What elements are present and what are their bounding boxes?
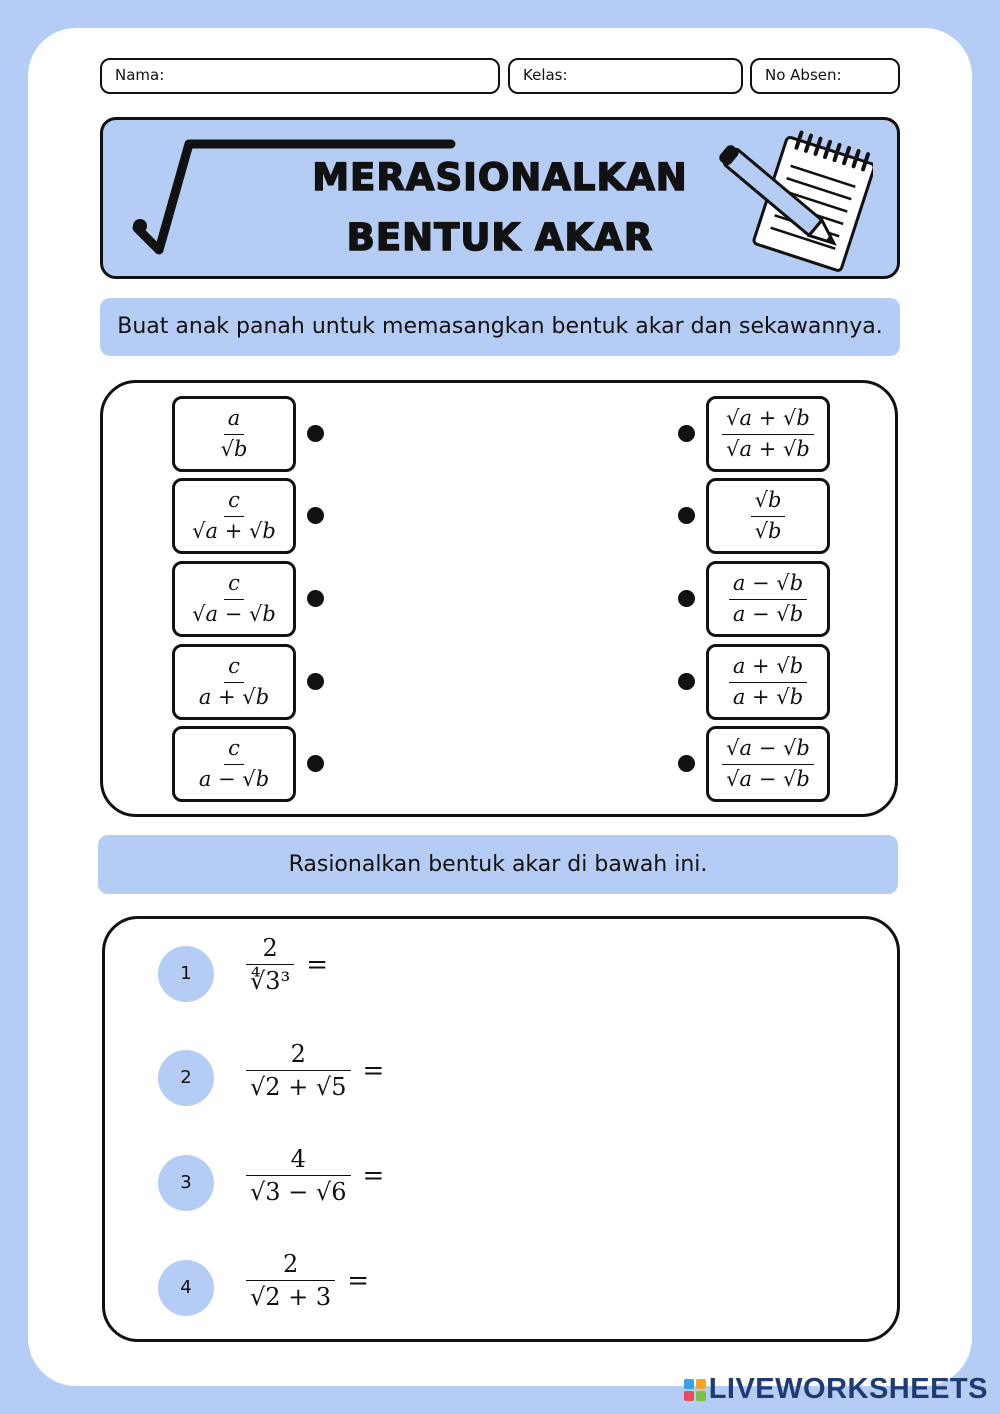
fraction-numerator: √a − √b bbox=[722, 737, 814, 764]
absen-field[interactable] bbox=[750, 58, 900, 94]
fraction-numerator: a − √b bbox=[729, 572, 807, 599]
question-denominator: √2 + √5 bbox=[250, 1073, 347, 1102]
fraction-denominator: a + √b bbox=[198, 684, 270, 709]
fraction-numerator: a bbox=[224, 407, 245, 434]
left-connector-dot-5[interactable] bbox=[307, 755, 324, 772]
left-card-2[interactable] bbox=[172, 478, 296, 554]
fraction-denominator: a − √b bbox=[732, 601, 804, 626]
right-connector-dot-4[interactable] bbox=[678, 673, 695, 690]
liveworksheets-brand: LIVEWORKSHEETS bbox=[708, 1373, 988, 1405]
fraction-numerator: c bbox=[224, 572, 244, 599]
class-field[interactable] bbox=[508, 58, 743, 94]
left-card-1[interactable] bbox=[172, 396, 296, 472]
fraction-denominator: √a + √b bbox=[726, 436, 810, 461]
question-4 bbox=[246, 1251, 369, 1311]
left-connector-dot-1[interactable] bbox=[307, 425, 324, 442]
equals-sign: = bbox=[306, 949, 328, 980]
question-denominator: ∜3³ bbox=[250, 967, 291, 996]
right-connector-dot-3[interactable] bbox=[678, 590, 695, 607]
title-line-1: MERASIONALKAN bbox=[312, 156, 688, 199]
right-card-2[interactable] bbox=[706, 478, 830, 554]
liveworksheets-logo[interactable] bbox=[684, 1373, 988, 1406]
class-field-label: Kelas: bbox=[523, 66, 568, 84]
instruction-rationalize: Rasionalkan bentuk akar di bawah ini. bbox=[98, 835, 898, 894]
left-connector-dot-4[interactable] bbox=[307, 673, 324, 690]
fraction-denominator: √a − √b bbox=[726, 766, 810, 791]
right-card-5[interactable] bbox=[706, 726, 830, 802]
fraction-denominator: √a − √b bbox=[192, 601, 276, 626]
name-field[interactable] bbox=[100, 58, 500, 94]
equals-sign: = bbox=[362, 1055, 385, 1086]
question-2 bbox=[246, 1041, 384, 1101]
right-card-1[interactable] bbox=[706, 396, 830, 472]
left-card-3[interactable] bbox=[172, 561, 296, 637]
left-connector-dot-3[interactable] bbox=[307, 590, 324, 607]
right-connector-dot-1[interactable] bbox=[678, 425, 695, 442]
question-1 bbox=[246, 935, 328, 995]
question-number-1: 1 bbox=[158, 946, 214, 1002]
fraction-numerator: √a + √b bbox=[722, 407, 814, 434]
liveworksheets-logo-icon bbox=[684, 1379, 706, 1401]
fraction-denominator: a − √b bbox=[198, 766, 270, 791]
title-line-2: BENTUK AKAR bbox=[346, 216, 654, 259]
right-connector-dot-2[interactable] bbox=[678, 507, 695, 524]
question-number-4: 4 bbox=[158, 1260, 214, 1316]
fraction-numerator: c bbox=[224, 489, 244, 516]
fraction-numerator: a + √b bbox=[729, 655, 807, 682]
question-denominator: √2 + 3 bbox=[250, 1283, 332, 1312]
fraction-numerator: c bbox=[224, 737, 244, 764]
right-card-4[interactable] bbox=[706, 644, 830, 720]
fraction-denominator: √b bbox=[220, 436, 248, 461]
question-number-2: 2 bbox=[158, 1050, 214, 1106]
fraction-numerator: √b bbox=[751, 489, 786, 516]
question-number-3: 3 bbox=[158, 1155, 214, 1211]
question-denominator: √3 − √6 bbox=[250, 1178, 347, 1207]
fraction-numerator: c bbox=[224, 655, 244, 682]
fraction-denominator: a + √b bbox=[732, 684, 804, 709]
notepad-pencil-icon bbox=[708, 128, 873, 273]
fraction-denominator: √b bbox=[754, 518, 782, 543]
right-card-3[interactable] bbox=[706, 561, 830, 637]
equals-sign: = bbox=[347, 1265, 369, 1296]
fraction-denominator: √a + √b bbox=[192, 518, 276, 543]
instruction-matching: Buat anak panah untuk memasangkan bentuk akar dan sekawannya. bbox=[100, 298, 900, 356]
left-card-5[interactable] bbox=[172, 726, 296, 802]
right-connector-dot-5[interactable] bbox=[678, 755, 695, 772]
equals-sign: = bbox=[362, 1160, 385, 1191]
absen-field-label: No Absen: bbox=[765, 66, 842, 84]
left-connector-dot-2[interactable] bbox=[307, 507, 324, 524]
question-numerator: 4 bbox=[246, 1146, 351, 1176]
left-card-4[interactable] bbox=[172, 644, 296, 720]
title-banner bbox=[100, 117, 900, 279]
question-numerator: 2 bbox=[246, 935, 294, 965]
question-numerator: 2 bbox=[246, 1251, 335, 1281]
question-3 bbox=[246, 1146, 384, 1206]
questions-box bbox=[102, 916, 900, 1342]
name-field-label: Nama: bbox=[115, 66, 165, 84]
question-numerator: 2 bbox=[246, 1041, 351, 1071]
